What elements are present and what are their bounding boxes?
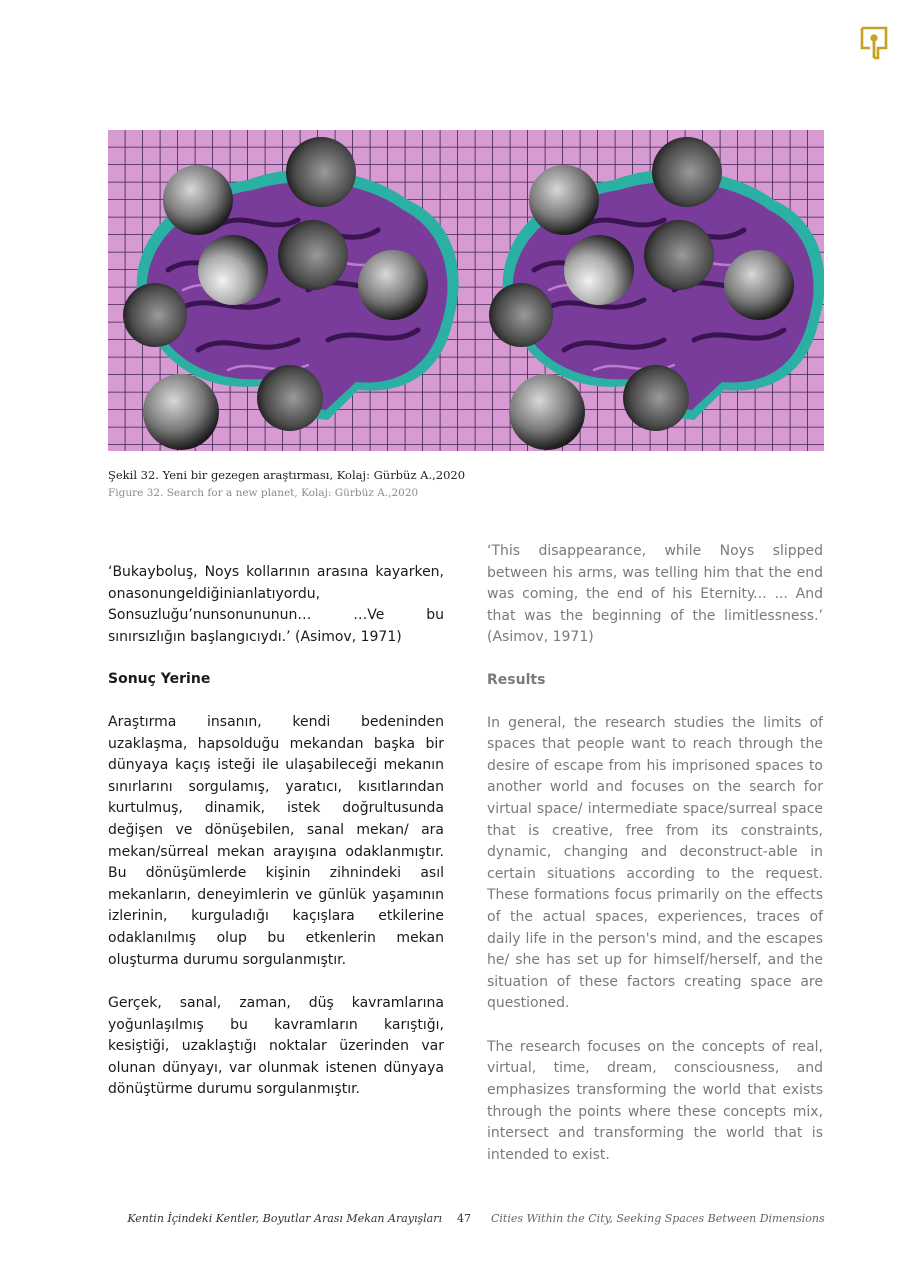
figure-caption-english: Figure 32. Search for a new planet, Kolaj: Gürbüz A.,2020 — [108, 487, 419, 499]
page-number: 47 — [457, 1212, 471, 1225]
turkish-quote: ‘Bukayboluş, Noys kollarının arasına kayarken, onasonungeldiğinianlatıyordu, Sonsuzluğu’nunsonununun… …Ve bu sınırsızlığın başlangıcıydı.’ (Asimov, 1971) — [108, 564, 444, 645]
turkish-column — [108, 562, 444, 1101]
turkish-paragraph-2: Gerçek, sanal, zaman, düş kavramlarına yoğunlaşılmış bu kavramların karıştığı, kesiştiği, uzaklaştığı noktalar üzerinden var olunan dünyayı, var olunmak istenen dünyaya dönüştürme durumu sorgulanmıştır. — [108, 995, 444, 1098]
publisher-logo-icon — [860, 26, 888, 60]
footer-title-turkish: Kentin İçindeki Kentler, Boyutlar Arası Mekan Arayışları — [127, 1212, 442, 1225]
turkish-section-heading: Sonuç Yerine — [108, 671, 211, 688]
collage-figure — [108, 130, 824, 451]
english-column — [487, 541, 823, 1166]
collage-image — [108, 130, 824, 451]
english-paragraph-1: In general, the research studies the limits of spaces that people want to reach through the desire of escape from his imprisoned spaces to another world and focuses on the search for virtual space/ intermediate space/surreal space that is creative, free from its constraints, dynamic, changing and deconstruct-able in certain situations according to the request. These formations focus primarily on the effects of the actual spaces, experiences, traces of daily life in the person's mind, and the escapes he/ she has set up for himself/herself, and the situation of these factors creating space are questioned. — [487, 714, 823, 1012]
english-paragraph-2: The research focuses on the concepts of real, virtual, time, dream, consciousness, and emphasizes transforming the world that exists through the points where these concepts mix, intersect and transforming the world that is intended to exist. — [487, 1038, 823, 1163]
turkish-paragraph-1: Araştırma insanın, kendi bedeninden uzaklaşma, hapsolduğu mekandan başka bir dünyaya kaçış isteği ile ulaşabileceği mekanın sınırlarını sorgulamış, yaratıcı, kısıtlarından kurtulmuş, dinamik, istek doğrultusunda değişen ve dönüşebilen, sanal mekan/ ara mekan/sürreal mekan arayışına odaklanmıştır. Bu dönüşümlerde kişinin zihnindeki asıl mekanların, deneyimlerin ve günlük yaşamının izlerinin, kurguladığı kaçışlara etkilerine odaklanılmış olup bu etkenlerin mekan oluşturma durumu sorgulanmıştır. — [108, 713, 444, 968]
figure-caption-turkish: Şekil 32. Yeni bir gezegen araştırması, Kolaj: Gürbüz A.,2020 — [108, 468, 466, 482]
footer-title-english: Cities Within the City, Seeking Spaces Between Dimensions — [491, 1212, 825, 1225]
english-section-heading: Results — [487, 671, 546, 688]
english-quote: ‘This disappearance, while Noys slipped between his arms, was telling him that the end was coming, the end of his Eternity... ... And that was the beginning of the limitlessness.’ (Asimov, 1971) — [487, 543, 823, 646]
